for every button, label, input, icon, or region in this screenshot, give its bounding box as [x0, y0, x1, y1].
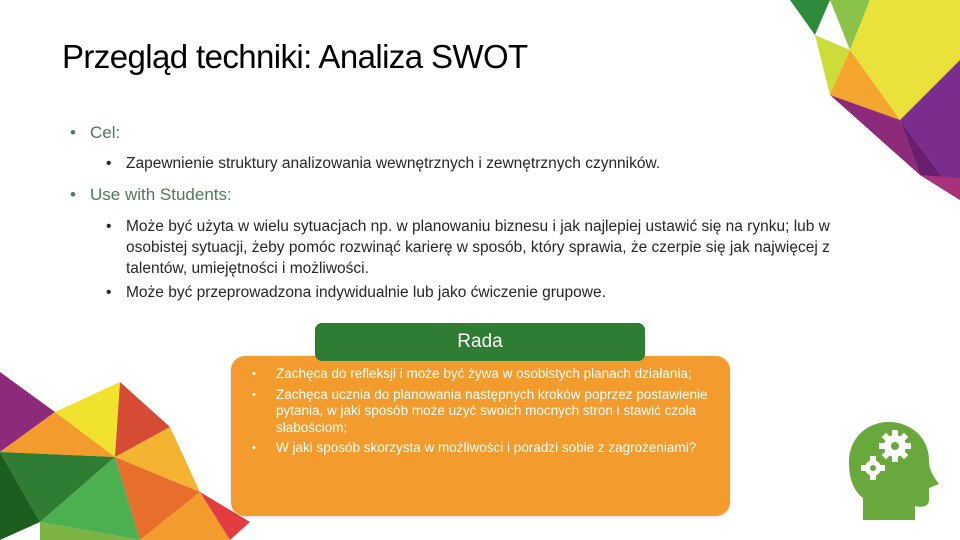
tip-item-text: Zachęca ucznia do planowania następnych kroków poprzez postawienie pytania, w jaki sposób może użyć swoich mocnych stron i stawić czoła słabościom; [276, 386, 708, 435]
tip-list [250, 366, 720, 461]
head-with-gears-icon [849, 418, 941, 522]
tip-item-text: W jaki sposób skorzysta w możliwości i poradzi sobie z zagrożeniami? [276, 440, 697, 455]
tip-bullet: • [252, 388, 256, 401]
use-item-2: Może być przeprowadzona indywidualnie lub jako ćwiczenie grupowe. [126, 284, 606, 301]
tip-header: Rada [315, 323, 645, 361]
tip-item [250, 366, 720, 383]
tip-item [250, 387, 720, 437]
tip-bullet: • [252, 442, 256, 454]
use-item-1: Może być użyta w wielu sytuacjach np. w planowaniu biznesu i jak najlepiej ustawić się na rynku; lub w osobistej sytuacji, żeby pomóc rozwinąć karierę w sposób, który sprawia, że czerpie się jak najwięcej z talentów, umiejętności i możliwości. [126, 218, 830, 277]
use-with-students-label: Use with Students: [90, 185, 232, 204]
cel-item-1: Zapewnienie struktury analizowania wewnętrznych i zewnętrznych czynników. [126, 155, 661, 172]
tip-item [250, 440, 720, 457]
tip-bullet: • [252, 368, 256, 380]
bullet-use-item-2: • [106, 284, 112, 301]
polygon-decoration-bottom-left [0, 372, 250, 540]
polygon-decoration-top-right [770, 0, 960, 200]
bullet-use-item-1: • [106, 218, 112, 235]
slide-title: Przegląd techniki: Analiza SWOT [62, 38, 528, 75]
bullet-cel: • [70, 123, 76, 142]
bullet-cel-item: • [106, 155, 112, 172]
bullet-use-with-students: • [70, 185, 76, 204]
cel-label: Cel: [90, 123, 121, 142]
tip-item-text: Zachęca do refleksji i może być żywa w osobistych planach działania; [276, 366, 692, 381]
